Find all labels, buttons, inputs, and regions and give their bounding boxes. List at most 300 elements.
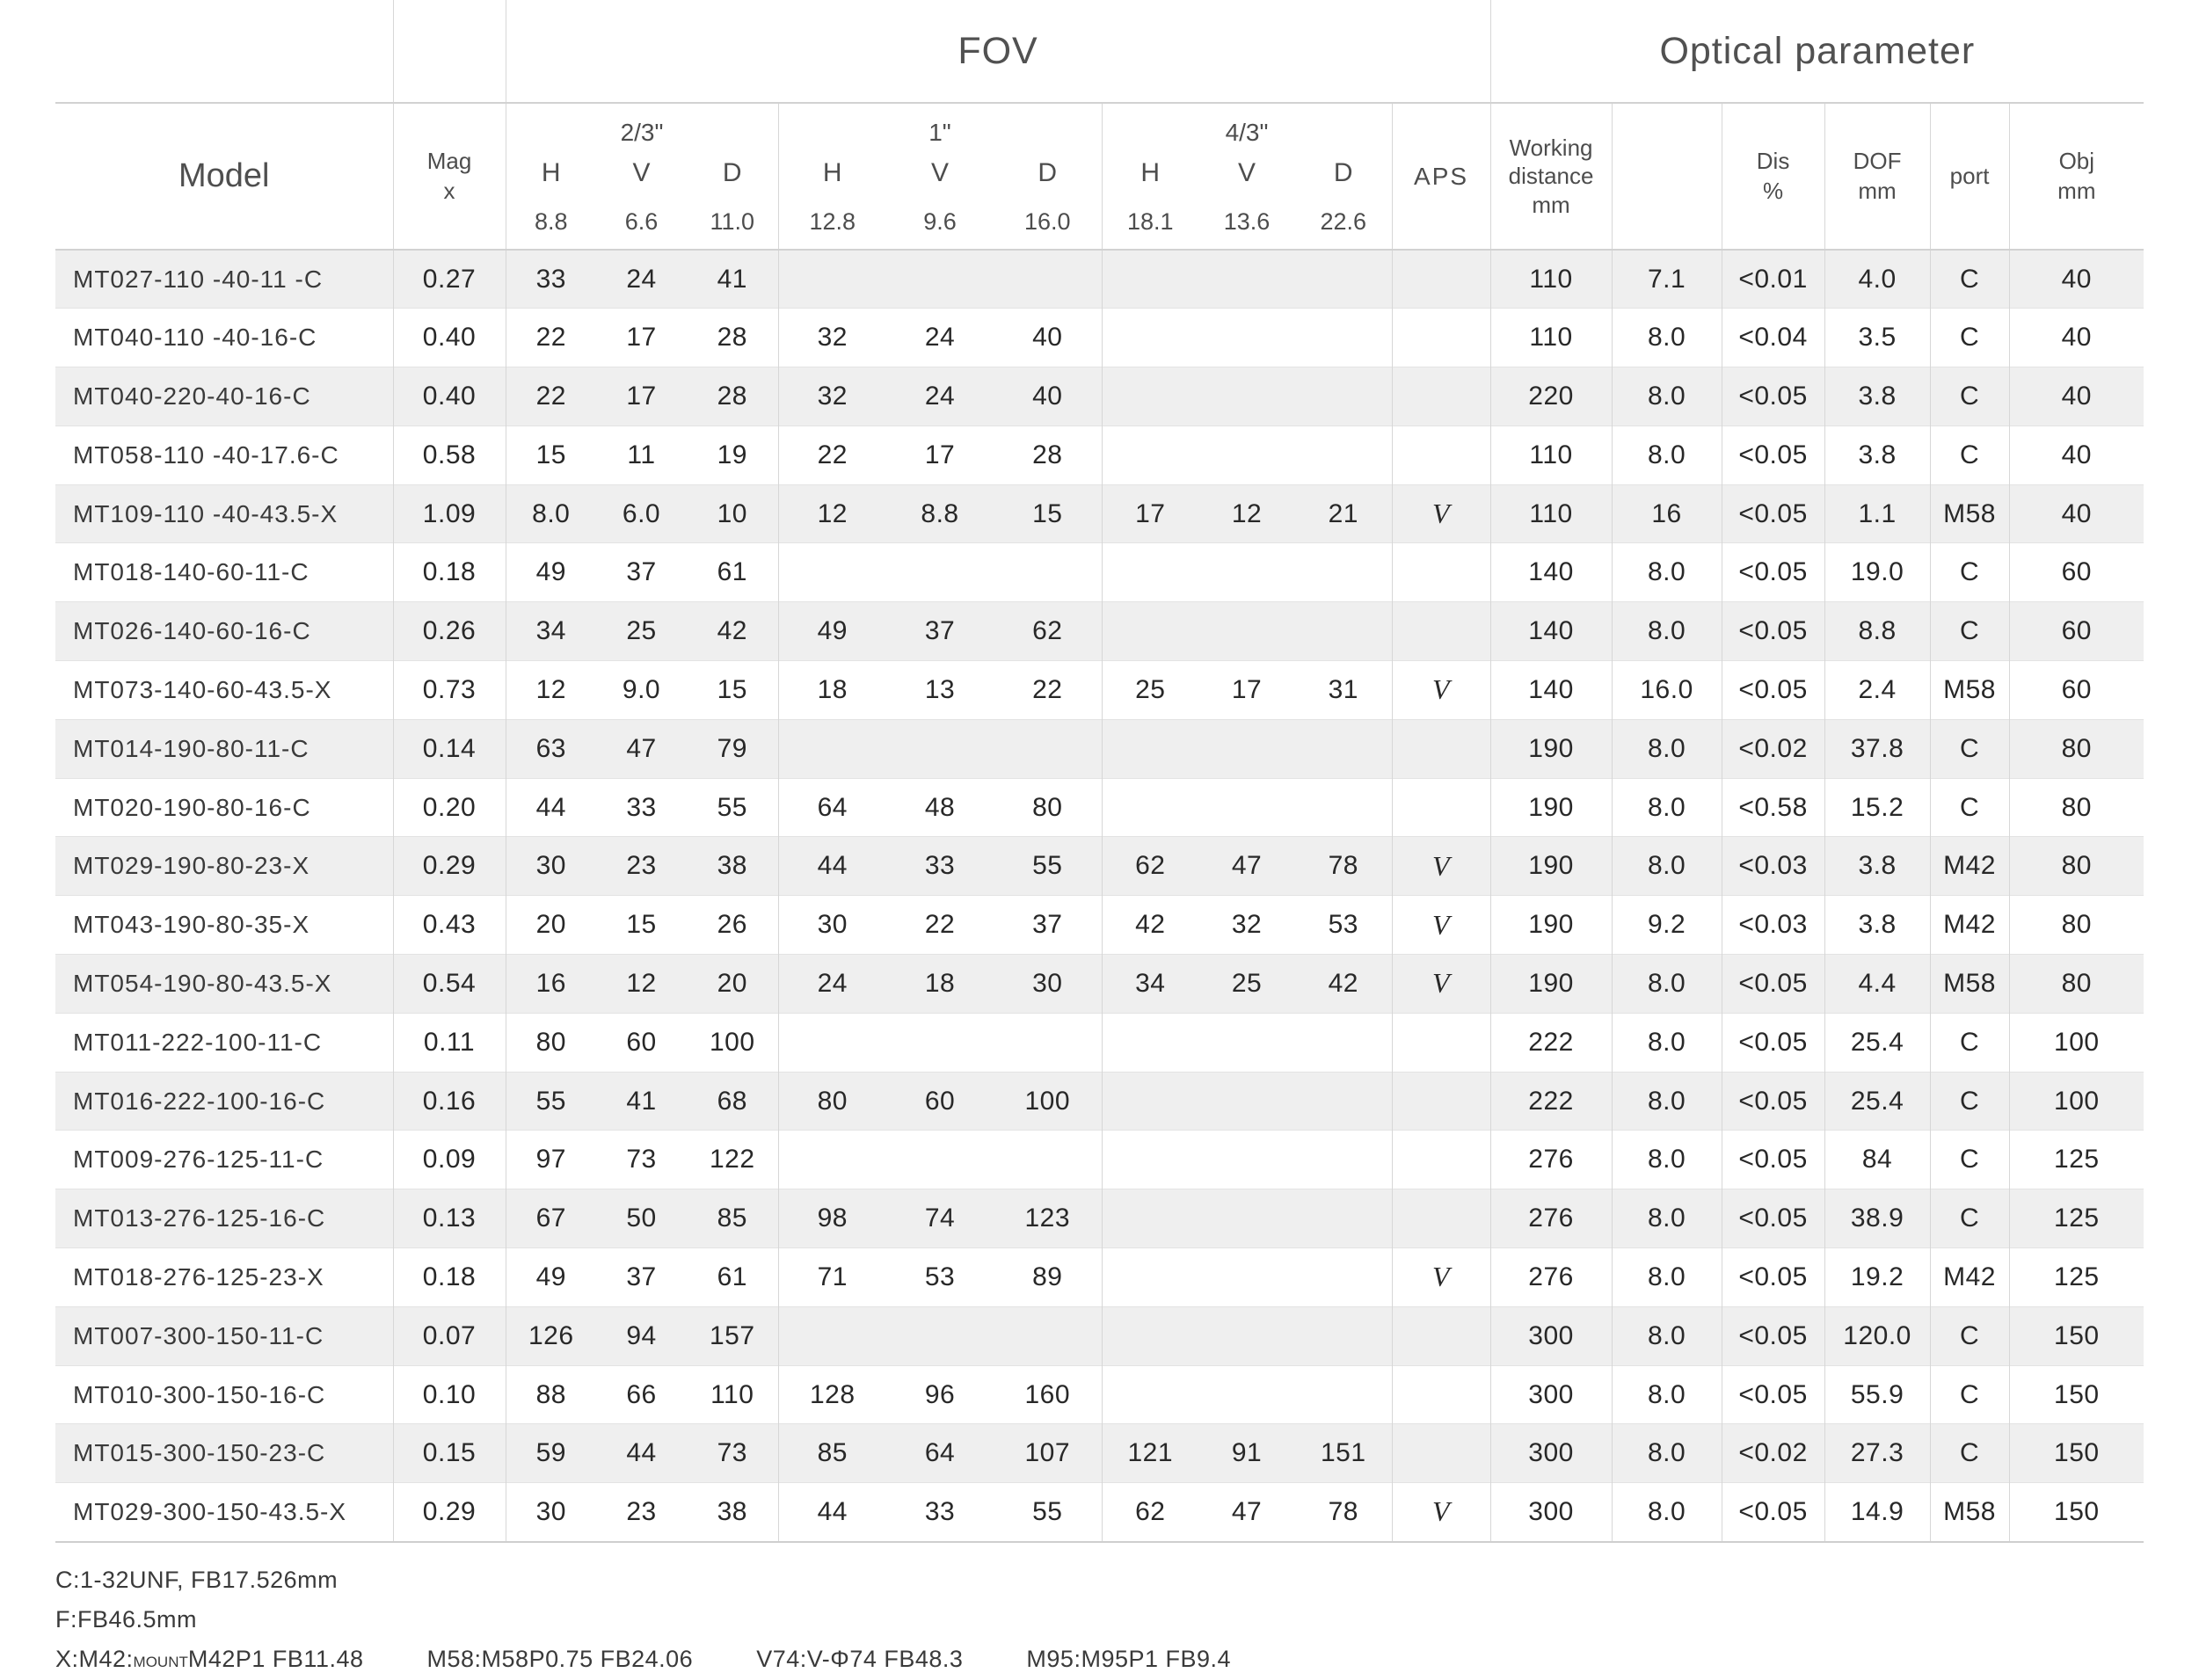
fov-43-d-cell: 78 — [1295, 837, 1392, 896]
fov-43-d-cell — [1295, 250, 1392, 309]
fov-43-v-cell: 91 — [1198, 1424, 1295, 1483]
obj-cell: 40 — [2009, 309, 2144, 367]
dof-cell: 3.8 — [1824, 896, 1930, 955]
h-dim-1: 12.8 — [778, 194, 886, 250]
fov-43-h-cell — [1102, 1072, 1198, 1131]
d-dim-1: 16.0 — [1023, 207, 1071, 235]
dof-cell: 25.4 — [1824, 1013, 1930, 1072]
working-distance-cell: 300 — [1490, 1365, 1612, 1424]
aperture-cell: 8.0 — [1612, 719, 1722, 778]
mag-cell: 0.13 — [393, 1189, 506, 1248]
model-cell: MT029-190-80-23-X — [55, 837, 393, 896]
fov-43-v-cell: 47 — [1198, 837, 1295, 896]
sensor-1-group-header: 1" — [778, 103, 1102, 152]
fov-43-h-cell: 62 — [1102, 837, 1198, 896]
dof-cell: 4.4 — [1824, 955, 1930, 1014]
port-cell: M42 — [1930, 837, 2009, 896]
mag-cell: 0.73 — [393, 661, 506, 720]
obj-column-header — [2009, 103, 2144, 250]
distortion-cell: <0.05 — [1722, 1072, 1824, 1131]
table-row — [55, 1306, 2144, 1365]
dof-cell: 120.0 — [1824, 1306, 1930, 1365]
fov-23-h-cell: 126 — [506, 1306, 596, 1365]
fov-1-v-cell: 18 — [886, 955, 994, 1014]
mag-cell: 0.26 — [393, 602, 506, 661]
aperture-cell: 8.0 — [1612, 1072, 1722, 1131]
obj-cell: 60 — [2009, 661, 2144, 720]
aps-check — [1392, 543, 1490, 602]
fov-section-title: FOV — [506, 0, 1490, 103]
dof-cell: 15.2 — [1824, 778, 1930, 837]
fov-23-d-cell: 20 — [687, 955, 778, 1014]
fov-1-d-cell: 22 — [994, 661, 1102, 720]
working-distance-cell: 222 — [1490, 1013, 1612, 1072]
fov-1-v-cell: 33 — [886, 1483, 994, 1542]
fov-1-h-cell: 32 — [778, 309, 886, 367]
fov-43-d-cell: 53 — [1295, 896, 1392, 955]
fov-43-h-cell — [1102, 1365, 1198, 1424]
fov-43-d-cell — [1295, 719, 1392, 778]
obj-cell: 125 — [2009, 1131, 2144, 1189]
working-distance-cell: 300 — [1490, 1424, 1612, 1483]
dof-cell: 4.0 — [1824, 250, 1930, 309]
fov-23-v-cell: 17 — [596, 367, 687, 426]
fov-43-h-cell — [1102, 425, 1198, 484]
table-row — [55, 425, 2144, 484]
working-distance-cell: 190 — [1490, 896, 1612, 955]
fov-1-v-cell: 96 — [886, 1365, 994, 1424]
dof-cell: 3.8 — [1824, 837, 1930, 896]
fov-43-d-cell: 42 — [1295, 955, 1392, 1014]
fov-43-v-cell: 17 — [1198, 661, 1295, 720]
fov-1-v-cell: 13 — [886, 661, 994, 720]
fov-23-h-cell: 30 — [506, 837, 596, 896]
port-cell: C — [1930, 1013, 2009, 1072]
aperture-cell: 8.0 — [1612, 1248, 1722, 1307]
model-cell: MT054-190-80-43.5-X — [55, 955, 393, 1014]
mag-label: Mag — [426, 147, 472, 174]
fov-23-d-cell: 28 — [687, 367, 778, 426]
d-dim-23: 11.0 — [710, 207, 755, 235]
table-row — [55, 1131, 2144, 1189]
dof-cell: 1.1 — [1824, 484, 1930, 543]
table-row — [55, 1365, 2144, 1424]
fov-1-h-cell: 44 — [778, 837, 886, 896]
table-row — [55, 1248, 2144, 1307]
fov-43-v-cell — [1198, 1131, 1295, 1189]
port-column-header: port — [1930, 103, 2009, 250]
h-dim-23: 8.8 — [506, 194, 596, 250]
dof-cell: 3.8 — [1824, 425, 1930, 484]
fov-1-d-cell: 89 — [994, 1248, 1102, 1307]
fov-43-h-cell: 62 — [1102, 1483, 1198, 1542]
fov-23-d-cell: 28 — [687, 309, 778, 367]
fov-43-d-cell — [1295, 1131, 1392, 1189]
distortion-cell: <0.05 — [1722, 1248, 1824, 1307]
working-distance-cell: 190 — [1490, 719, 1612, 778]
working-distance-cell: 276 — [1490, 1189, 1612, 1248]
fov-1-d-cell: 62 — [994, 602, 1102, 661]
fov-1-h-cell: 64 — [778, 778, 886, 837]
aps-check: V — [1392, 955, 1490, 1014]
fov-23-h-cell: 15 — [506, 425, 596, 484]
fov-43-d-cell — [1295, 1072, 1392, 1131]
working-distance-cell: 190 — [1490, 837, 1612, 896]
obj-cell: 100 — [2009, 1013, 2144, 1072]
fov-23-h-cell: 97 — [506, 1131, 596, 1189]
dof-cell: 25.4 — [1824, 1072, 1930, 1131]
fov-43-v-cell — [1198, 719, 1295, 778]
fov-23-h-cell: 34 — [506, 602, 596, 661]
fov-23-h-cell: 49 — [506, 543, 596, 602]
mag-cell: 0.09 — [393, 1131, 506, 1189]
distortion-cell: <0.05 — [1722, 955, 1824, 1014]
fov-43-h-cell — [1102, 1306, 1198, 1365]
fov-23-d-cell: 68 — [687, 1072, 778, 1131]
aps-check — [1392, 367, 1490, 426]
aps-check: V — [1392, 896, 1490, 955]
fov-1-d-cell: 160 — [994, 1365, 1102, 1424]
fov-23-d-cell: 157 — [687, 1306, 778, 1365]
d-header-1: D — [1038, 158, 1058, 187]
fov-43-d-cell — [1295, 1013, 1392, 1072]
fov-23-h-cell: 30 — [506, 1483, 596, 1542]
fov-23-v-cell: 15 — [596, 896, 687, 955]
obj-cell: 150 — [2009, 1365, 2144, 1424]
aps-check — [1392, 1365, 1490, 1424]
fov-23-d-cell: 85 — [687, 1189, 778, 1248]
fov-43-d-cell — [1295, 778, 1392, 837]
fov-1-d-cell: 37 — [994, 896, 1102, 955]
obj-cell: 80 — [2009, 896, 2144, 955]
fov-23-h-cell: 16 — [506, 955, 596, 1014]
fov-1-h-cell — [778, 1013, 886, 1072]
fov-23-v-cell: 41 — [596, 1072, 687, 1131]
fov-43-h-cell — [1102, 1189, 1198, 1248]
fov-23-h-cell: 22 — [506, 309, 596, 367]
h-header-43: H — [1102, 152, 1198, 194]
port-cell: M42 — [1930, 1248, 2009, 1307]
model-cell: MT010-300-150-16-C — [55, 1365, 393, 1424]
fov-23-d-cell: 38 — [687, 837, 778, 896]
aps-check — [1392, 778, 1490, 837]
fov-43-d-cell — [1295, 1365, 1392, 1424]
working-distance-cell: 222 — [1490, 1072, 1612, 1131]
fov-23-h-cell: 49 — [506, 1248, 596, 1307]
fov-23-h-cell: 20 — [506, 896, 596, 955]
fov-43-h-cell: 42 — [1102, 896, 1198, 955]
fov-43-v-cell — [1198, 1248, 1295, 1307]
aps-column-header: APS — [1392, 103, 1490, 250]
working-distance-column-header — [1490, 103, 1612, 250]
fov-1-d-cell: 40 — [994, 309, 1102, 367]
distortion-cell: <0.05 — [1722, 1131, 1824, 1189]
distortion-cell: <0.05 — [1722, 1306, 1824, 1365]
fov-43-h-cell: 17 — [1102, 484, 1198, 543]
footnote-v74: V74:V-Φ74 FB48.3 — [756, 1646, 964, 1673]
port-cell: M58 — [1930, 661, 2009, 720]
fov-43-d-cell — [1295, 543, 1392, 602]
fov-23-d-cell: 10 — [687, 484, 778, 543]
fov-23-h-cell: 59 — [506, 1424, 596, 1483]
fov-43-h-cell: 34 — [1102, 955, 1198, 1014]
h-header-1: H — [778, 152, 886, 194]
fov-1-d-cell: 55 — [994, 837, 1102, 896]
port-cell: M58 — [1930, 955, 2009, 1014]
lens-spec-table — [55, 0, 2144, 1543]
fov-23-d-cell: 26 — [687, 896, 778, 955]
model-cell: MT013-276-125-16-C — [55, 1189, 393, 1248]
aps-check: V — [1392, 1483, 1490, 1542]
dof-cell: 3.8 — [1824, 367, 1930, 426]
fov-23-d-cell: 110 — [687, 1365, 778, 1424]
fov-1-h-cell: 49 — [778, 602, 886, 661]
band-spacer — [55, 0, 393, 103]
model-cell: MT027-110 -40-11 -C — [55, 250, 393, 309]
working-distance-cell: 300 — [1490, 1306, 1612, 1365]
sensor-4-3-group-header: 4/3" — [1102, 103, 1392, 152]
table-row — [55, 250, 2144, 309]
obj-label: Obj — [2058, 147, 2095, 174]
aperture-cell: 8.0 — [1612, 1365, 1722, 1424]
table-row — [55, 661, 2144, 720]
fov-1-d-cell: 30 — [994, 955, 1102, 1014]
mag-cell: 0.11 — [393, 1013, 506, 1072]
fov-43-d-cell: 21 — [1295, 484, 1392, 543]
mag-cell: 0.07 — [393, 1306, 506, 1365]
obj-cell: 80 — [2009, 955, 2144, 1014]
fov-1-h-cell: 80 — [778, 1072, 886, 1131]
h-dim-43: 18.1 — [1102, 194, 1198, 250]
fov-1-h-cell — [778, 543, 886, 602]
fov-43-d-cell: 31 — [1295, 661, 1392, 720]
aperture-cell: 16.0 — [1612, 661, 1722, 720]
table-row — [55, 837, 2144, 896]
fov-23-h-cell: 67 — [506, 1189, 596, 1248]
distortion-cell: <0.04 — [1722, 309, 1824, 367]
mag-cell: 1.09 — [393, 484, 506, 543]
port-cell: C — [1930, 719, 2009, 778]
port-cell: C — [1930, 425, 2009, 484]
aperture-cell: 8.0 — [1612, 1306, 1722, 1365]
fov-23-d-cell: 15 — [687, 661, 778, 720]
distortion-cell: <0.05 — [1722, 1013, 1824, 1072]
working-distance-cell: 220 — [1490, 367, 1612, 426]
fov-43-d-cell — [1295, 1248, 1392, 1307]
dof-cell: 27.3 — [1824, 1424, 1930, 1483]
fov-1-v-cell: 74 — [886, 1189, 994, 1248]
aperture-cell: 9.2 — [1612, 896, 1722, 955]
obj-unit: mm — [2057, 177, 2096, 204]
fov-43-v-cell — [1198, 250, 1295, 309]
aps-check: V — [1392, 484, 1490, 543]
fov-23-d-cell: 73 — [687, 1424, 778, 1483]
table-row — [55, 543, 2144, 602]
dof-column-header — [1824, 103, 1930, 250]
aperture-cell: 8.0 — [1612, 602, 1722, 661]
mag-cell: 0.10 — [393, 1365, 506, 1424]
footnote-f-mount: F:FB46.5mm — [55, 1605, 198, 1633]
fov-1-h-cell: 71 — [778, 1248, 886, 1307]
fov-43-d-cell — [1295, 602, 1392, 661]
aperture-cell: 8.0 — [1612, 367, 1722, 426]
v-header-43: V — [1237, 158, 1256, 187]
model-cell: MT015-300-150-23-C — [55, 1424, 393, 1483]
fov-1-v-cell — [886, 1013, 994, 1072]
obj-cell: 150 — [2009, 1424, 2144, 1483]
fov-23-d-cell: 61 — [687, 543, 778, 602]
aperture-column-header — [1612, 103, 1722, 250]
port-cell: C — [1930, 1365, 2009, 1424]
dof-label: DOF — [1853, 147, 1902, 174]
fov-43-h-cell — [1102, 1248, 1198, 1307]
footnotes — [55, 1560, 2199, 1680]
obj-cell: 60 — [2009, 602, 2144, 661]
fov-1-h-cell: 98 — [778, 1189, 886, 1248]
dof-cell: 84 — [1824, 1131, 1930, 1189]
distortion-column-header — [1722, 103, 1824, 250]
v-dim-43: 13.6 — [1223, 207, 1271, 235]
fov-1-v-cell — [886, 719, 994, 778]
obj-cell: 150 — [2009, 1306, 2144, 1365]
model-column-header: Model — [178, 157, 270, 194]
table-row — [55, 309, 2144, 367]
fov-23-d-cell: 41 — [687, 250, 778, 309]
mag-cell: 0.43 — [393, 896, 506, 955]
wd-label-2: distance — [1508, 163, 1594, 190]
aperture-cell: 16 — [1612, 484, 1722, 543]
aps-check — [1392, 1131, 1490, 1189]
fov-1-d-cell: 80 — [994, 778, 1102, 837]
dis-label: Dis — [1756, 147, 1790, 174]
fov-1-d-cell: 107 — [994, 1424, 1102, 1483]
footnote-c-mount: C:1-32UNF, FB17.526mm — [55, 1566, 339, 1593]
fov-43-v-cell — [1198, 1306, 1295, 1365]
aps-check — [1392, 1306, 1490, 1365]
dof-cell: 19.2 — [1824, 1248, 1930, 1307]
model-cell: MT058-110 -40-17.6-C — [55, 425, 393, 484]
fov-23-h-cell: 55 — [506, 1072, 596, 1131]
distortion-cell: <0.05 — [1722, 661, 1824, 720]
fov-23-v-cell: 66 — [596, 1365, 687, 1424]
table-row — [55, 484, 2144, 543]
fov-1-v-cell — [886, 543, 994, 602]
fov-43-v-cell — [1198, 367, 1295, 426]
fov-1-d-cell — [994, 250, 1102, 309]
fov-1-h-cell — [778, 719, 886, 778]
fov-43-d-cell — [1295, 367, 1392, 426]
wd-label-3: mm — [1532, 191, 1570, 218]
working-distance-cell: 140 — [1490, 661, 1612, 720]
distortion-cell: <0.02 — [1722, 719, 1824, 778]
mag-cell: 0.18 — [393, 1248, 506, 1307]
fov-43-v-cell: 32 — [1198, 896, 1295, 955]
distortion-cell: <0.05 — [1722, 1365, 1824, 1424]
fov-43-v-cell — [1198, 1013, 1295, 1072]
fov-1-d-cell: 40 — [994, 367, 1102, 426]
fov-43-h-cell — [1102, 1131, 1198, 1189]
aps-check — [1392, 1013, 1490, 1072]
distortion-cell: <0.05 — [1722, 1189, 1824, 1248]
dof-cell: 37.8 — [1824, 719, 1930, 778]
dof-cell: 8.8 — [1824, 602, 1930, 661]
x-mount-prefix: X:M42: — [55, 1646, 134, 1673]
aps-check — [1392, 1424, 1490, 1483]
table-row — [55, 367, 2144, 426]
aperture-cell: 8.0 — [1612, 1483, 1722, 1542]
dof-cell: 14.9 — [1824, 1483, 1930, 1542]
table-row — [55, 1013, 2144, 1072]
model-cell: MT016-222-100-16-C — [55, 1072, 393, 1131]
fov-43-v-cell: 47 — [1198, 1483, 1295, 1542]
v-dim-23: 6.6 — [624, 207, 659, 235]
model-cell: MT043-190-80-35-X — [55, 896, 393, 955]
sensor-2-3-group-header: 2/3" — [506, 103, 778, 152]
aperture-cell: 8.0 — [1612, 955, 1722, 1014]
model-cell: MT020-190-80-16-C — [55, 778, 393, 837]
model-cell: MT009-276-125-11-C — [55, 1131, 393, 1189]
fov-1-v-cell: 24 — [886, 367, 994, 426]
fov-43-v-cell — [1198, 1365, 1295, 1424]
fov-1-v-cell: 33 — [886, 837, 994, 896]
fov-43-v-cell — [1198, 543, 1295, 602]
column-header-row — [55, 103, 2144, 152]
mag-cell: 0.27 — [393, 250, 506, 309]
wd-label-1: Working — [1509, 134, 1593, 161]
footnote-m58: M58:M58P0.75 FB24.06 — [426, 1646, 694, 1673]
fov-1-d-cell — [994, 719, 1102, 778]
mag-unit: x — [443, 177, 455, 204]
fov-43-d-cell — [1295, 309, 1392, 367]
table-row — [55, 719, 2144, 778]
fov-1-h-cell: 18 — [778, 661, 886, 720]
fov-23-h-cell: 12 — [506, 661, 596, 720]
mag-cell: 0.40 — [393, 309, 506, 367]
distortion-cell: <0.05 — [1722, 602, 1824, 661]
fov-1-v-cell — [886, 1306, 994, 1365]
table-row — [55, 602, 2144, 661]
model-cell: MT073-140-60-43.5-X — [55, 661, 393, 720]
fov-23-h-cell: 63 — [506, 719, 596, 778]
d-dim-43: 22.6 — [1320, 207, 1367, 235]
fov-23-d-cell: 19 — [687, 425, 778, 484]
fov-1-v-cell: 53 — [886, 1248, 994, 1307]
obj-cell: 80 — [2009, 719, 2144, 778]
fov-23-h-cell: 88 — [506, 1365, 596, 1424]
model-cell: MT026-140-60-16-C — [55, 602, 393, 661]
aps-check: V — [1392, 1248, 1490, 1307]
distortion-cell: <0.05 — [1722, 1483, 1824, 1542]
working-distance-cell: 140 — [1490, 602, 1612, 661]
obj-cell: 125 — [2009, 1248, 2144, 1307]
fov-23-v-cell: 9.0 — [596, 661, 687, 720]
fov-23-v-cell: 60 — [596, 1013, 687, 1072]
dof-cell: 38.9 — [1824, 1189, 1930, 1248]
aps-check — [1392, 1189, 1490, 1248]
table-row — [55, 896, 2144, 955]
table-row — [55, 1424, 2144, 1483]
port-cell: C — [1930, 1072, 2009, 1131]
aperture-cell: 8.0 — [1612, 425, 1722, 484]
mag-cell: 0.29 — [393, 837, 506, 896]
port-cell: C — [1930, 367, 2009, 426]
table-row — [55, 955, 2144, 1014]
fov-1-v-cell: 64 — [886, 1424, 994, 1483]
aperture-cell: 8.0 — [1612, 309, 1722, 367]
fov-1-h-cell: 30 — [778, 896, 886, 955]
aperture-cell: 8.0 — [1612, 778, 1722, 837]
model-cell: MT040-110 -40-16-C — [55, 309, 393, 367]
